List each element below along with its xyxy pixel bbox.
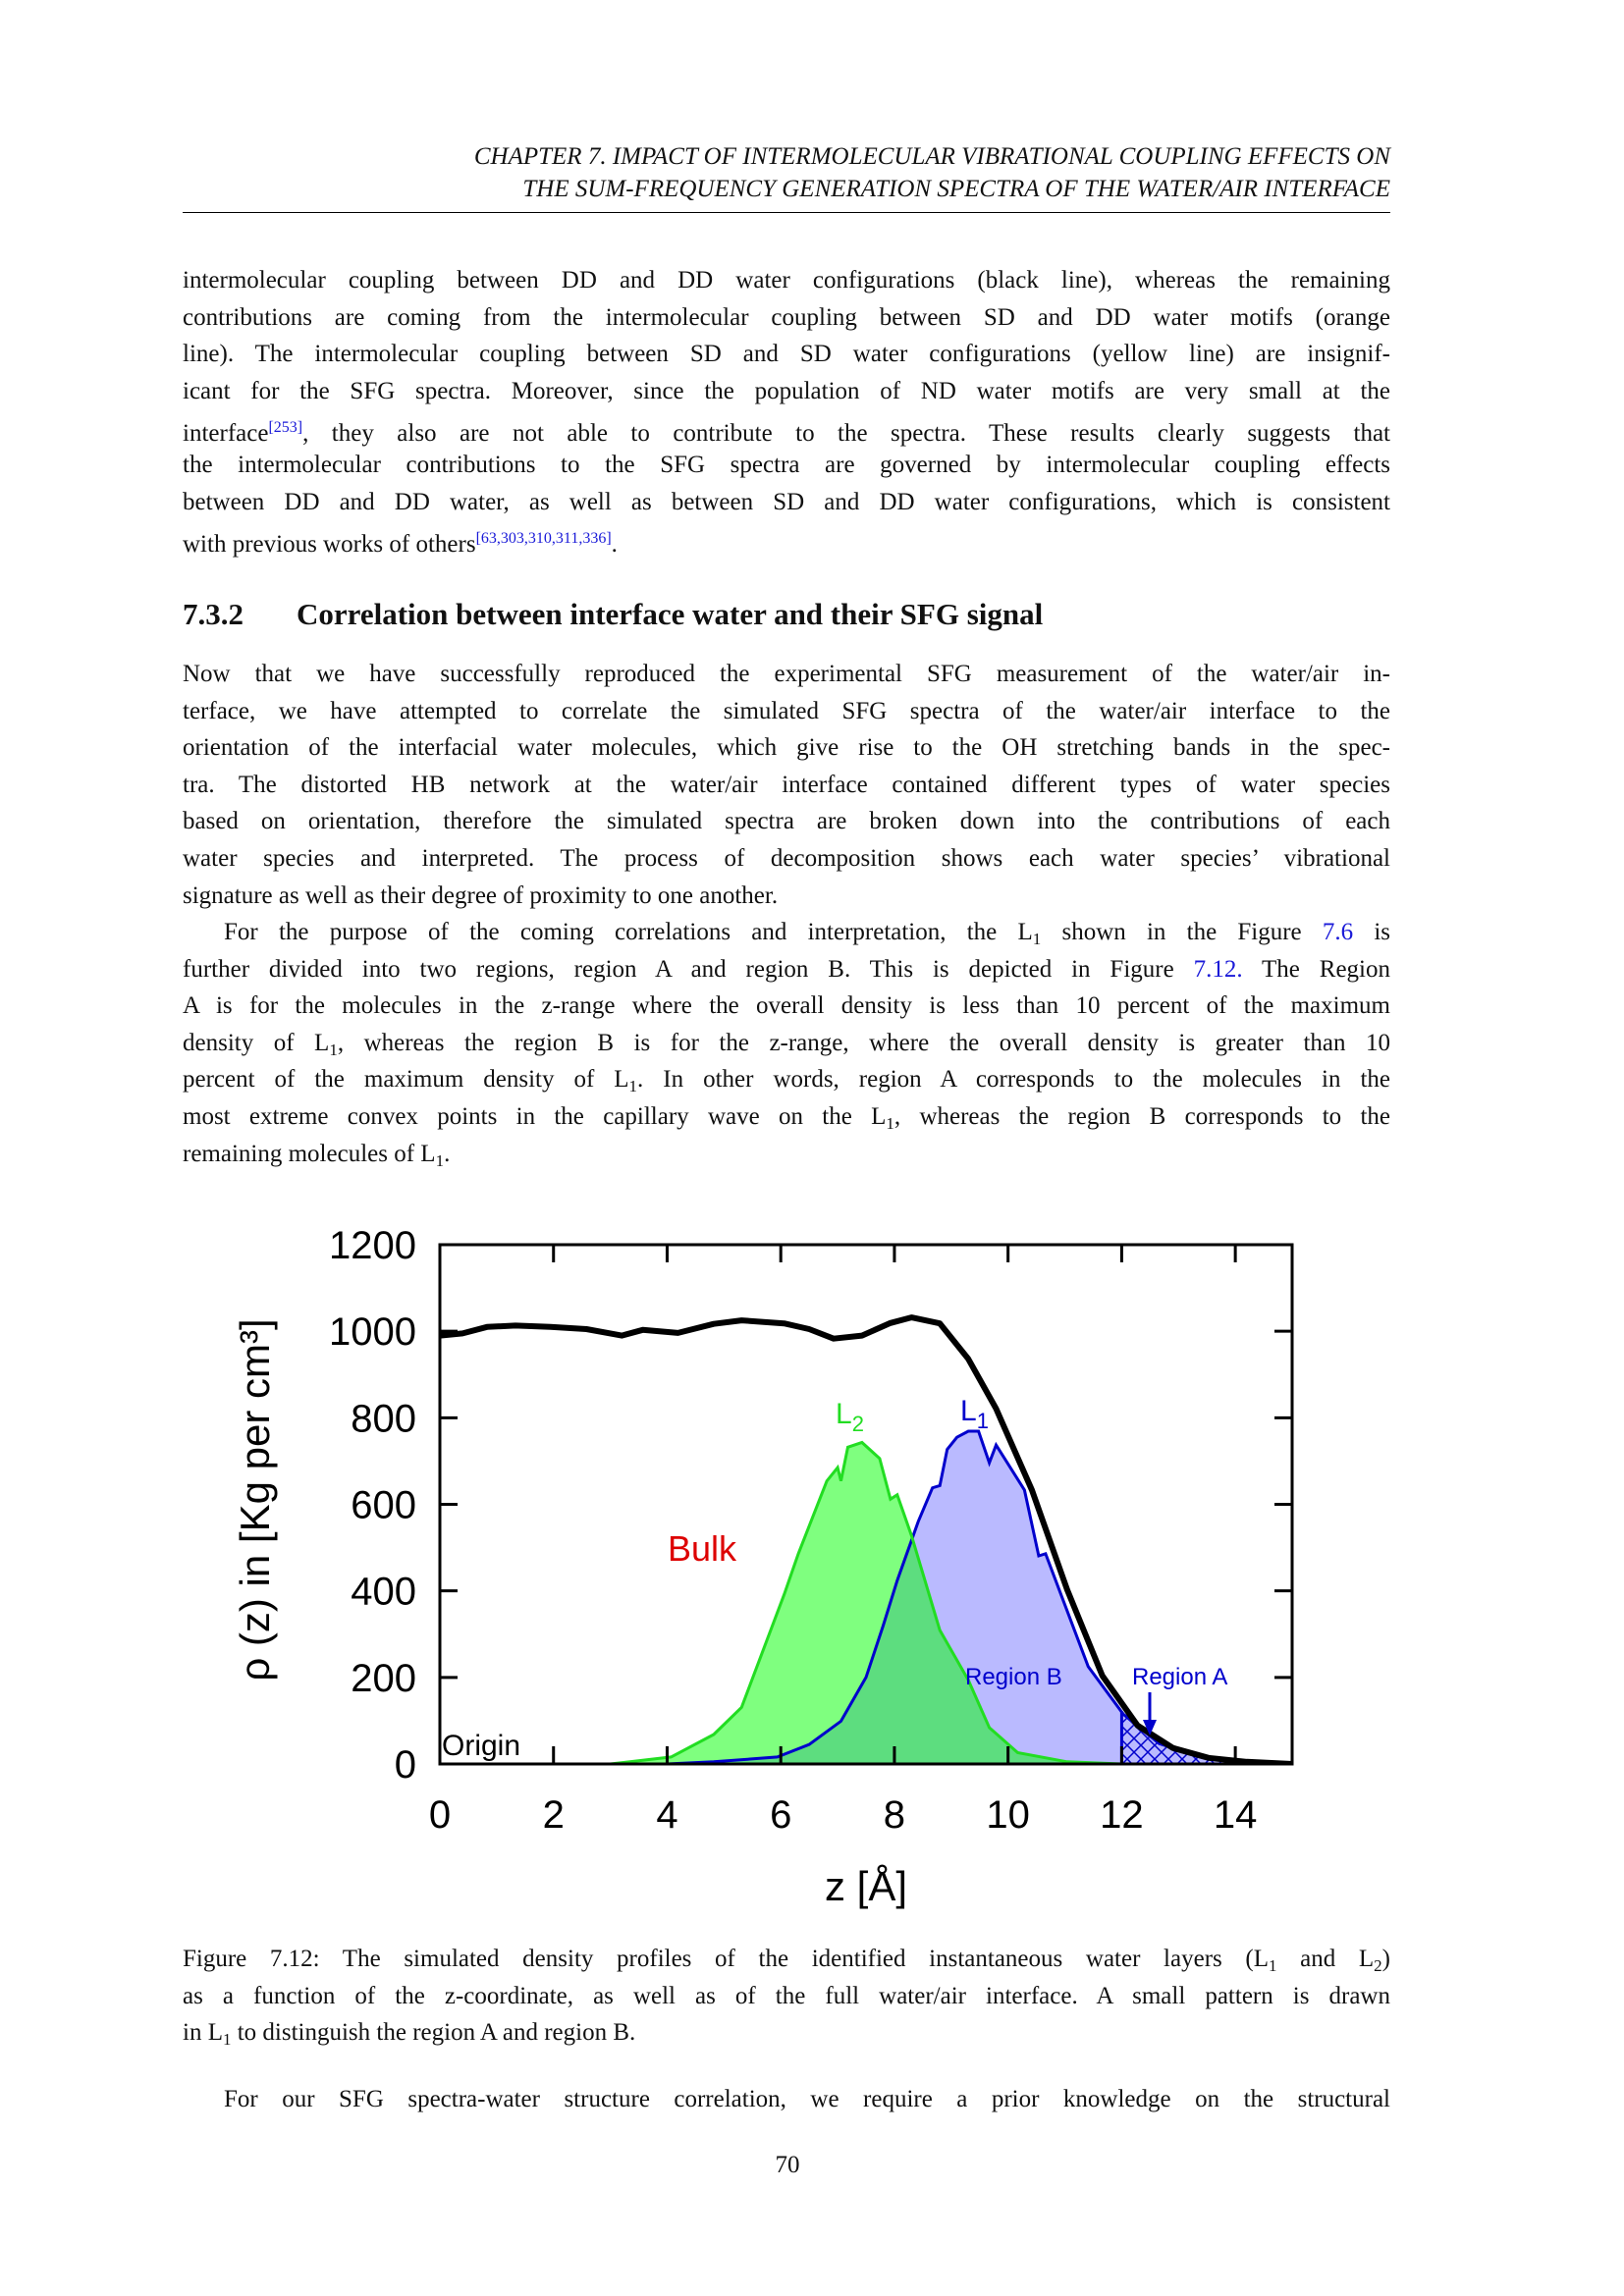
text-run: between DD and DD water, as well as between SD and DD water configurations, which is consistent [183,488,1390,515]
section-title: Correlation between interface water and their SFG signal [297,597,1044,631]
page-number: 70 [775,2152,800,2178]
text-run: A is for the molecules in the z-range where the overall density is less than 10 percent of the maximum [183,992,1390,1020]
y-tick-label: 1200 [329,1224,416,1267]
series-label: L [960,1395,977,1427]
figure-caption [183,1941,1390,2052]
x-tick-label: 12 [1100,1793,1144,1837]
text-run: , whereas the region B is for the z-range, where the overall density is greater than 10 [337,1029,1390,1056]
subscript: 1 [435,1150,445,1170]
text-line [183,2081,1390,2118]
x-axis-label: z [Å] [824,1863,908,1909]
text-run: terface, we have attempted to correlate the simulated SFG spectra of the water/air interface to the [183,697,1390,724]
text-run: signature as well as their degree of proximity to one another. [183,881,779,909]
figure-reference-link[interactable]: 7.6 [1322,919,1354,945]
section-number: 7.3.2 [183,597,244,631]
text-run: For our SFG spectra-water structure correlation, we require a prior knowledge on the structural [224,2086,1390,2112]
text-run: further divided into two regions, region A and region B. This is depicted in Figure [183,955,1194,983]
x-tick-label: 8 [883,1793,906,1837]
running-header-line2: THE SUM-FREQUENCY GENERATION SPECTRA OF THE WATER/AIR INTERFACE [522,176,1390,202]
text-run: . [444,1140,451,1167]
text-run: contributions are coming from the intermolecular coupling between SD and DD water motifs (orange [183,303,1390,331]
y-axis-label: ρ (z) in [Kg per cm³] [232,1318,278,1682]
bulk-label: Bulk [668,1528,737,1569]
text-line [183,1978,1390,2015]
y-tick-label: 1000 [329,1310,416,1355]
text-run: to distinguish the region A and region B. [231,2019,636,2047]
text-run: in L [183,2019,223,2047]
citation-link[interactable]: [63,303,310,311,336] [475,530,612,548]
text-run: line). The intermolecular coupling between SD and SD water configurations (yellow line) are insignif- [183,341,1390,368]
subscript: 1 [1032,930,1042,948]
text-run: The Region [1242,955,1390,983]
text-run: , they also are not able to contribute to the spectra. These results clearly suggests that [302,420,1390,448]
text-run: percent of the maximum density of L [183,1066,629,1094]
text-run: most extreme convex points in the capillary wave on the L [183,1102,887,1130]
text-run: . [611,531,618,559]
subscript: 1 [1269,1956,1277,1975]
text-run: remaining molecules of L [183,1140,436,1167]
text-run: as a function of the z-coordinate, as well as of the full water/air interface. A small pattern is drawn [183,1982,1390,2009]
x-tick-label: 14 [1213,1793,1258,1837]
citation-link[interactable]: [253] [268,419,303,437]
x-tick-label: 0 [428,1793,452,1837]
text-run: tra. The distorted HB network at the water/air interface contained different types of water species [183,771,1390,798]
text-run: and L [1276,1946,1375,1972]
text-run: density of L [183,1029,330,1056]
x-tick-label: 2 [542,1793,565,1837]
subscript: 1 [886,1113,894,1133]
subscript: 1 [628,1077,638,1096]
text-run: , whereas the region B corresponds to the [893,1102,1390,1130]
y-tick-label: 200 [351,1656,416,1700]
text-run: shown in the Figure [1041,919,1323,945]
figure-reference-link[interactable]: 7.12. [1193,955,1243,983]
text-run: icant for the SFG spectra. Moreover, since the population of ND water motifs are very small at the [183,377,1390,404]
series-label-subscript: 2 [851,1412,864,1436]
y-tick-label: 800 [351,1397,416,1441]
text-run: with previous works of others [183,531,476,559]
series-label-subscript: 1 [976,1409,989,1433]
text-run: interface [183,420,269,448]
x-tick-label: 4 [656,1793,678,1837]
y-tick-label: 600 [351,1483,416,1527]
region-b-label: Region B [965,1664,1062,1690]
l2-label [836,1398,864,1436]
text-run: intermolecular coupling between DD and DD water configurations (black line), whereas the remaining [183,267,1390,294]
text-line [183,1941,1390,1978]
region-a-label: Region A [1132,1664,1228,1690]
series-label: L [836,1398,852,1430]
y-tick-label: 0 [394,1743,416,1787]
text-run: the intermolecular contributions to the SFG spectra are governed by intermolecular coupling effects [183,451,1390,478]
x-tick-label: 10 [986,1793,1030,1837]
text-run: Figure 7.12: The simulated density profiles of the identified instantaneous water layers (L [183,1946,1269,1972]
y-tick-label: 400 [351,1570,416,1614]
origin-label: Origin [442,1730,521,1762]
text-run: based on orientation, therefore the simulated spectra are broken down into the contributions of each [183,808,1390,835]
text-run: orientation of the interfacial water molecules, which give rise to the OH stretching bands in the spec- [183,734,1390,762]
text-line [183,2014,1390,2052]
l1-label [960,1395,989,1433]
text-run: water species and interpreted. The process of decomposition shows each water species’ vibrational [183,844,1390,872]
text-run: For the purpose of the coming correlations and interpretation, the L [224,919,1033,945]
text-run: ) [1381,1946,1390,1972]
running-header-line1: CHAPTER 7. IMPACT OF INTERMOLECULAR VIBRATIONAL COUPLING EFFECTS ON [473,143,1390,170]
subscript: 1 [222,2030,232,2050]
text-run: Now that we have successfully reproduced the experimental SFG measurement of the water/air in- [183,661,1390,687]
subscript: 1 [329,1040,338,1059]
paragraph-4 [183,2081,1390,2118]
subscript: 2 [1374,1956,1382,1975]
text-run: . In other words, region A corresponds to the molecules in the [637,1066,1390,1094]
x-tick-label: 6 [770,1793,792,1837]
l2-area [440,1443,1292,1765]
text-run: is [1353,919,1390,945]
